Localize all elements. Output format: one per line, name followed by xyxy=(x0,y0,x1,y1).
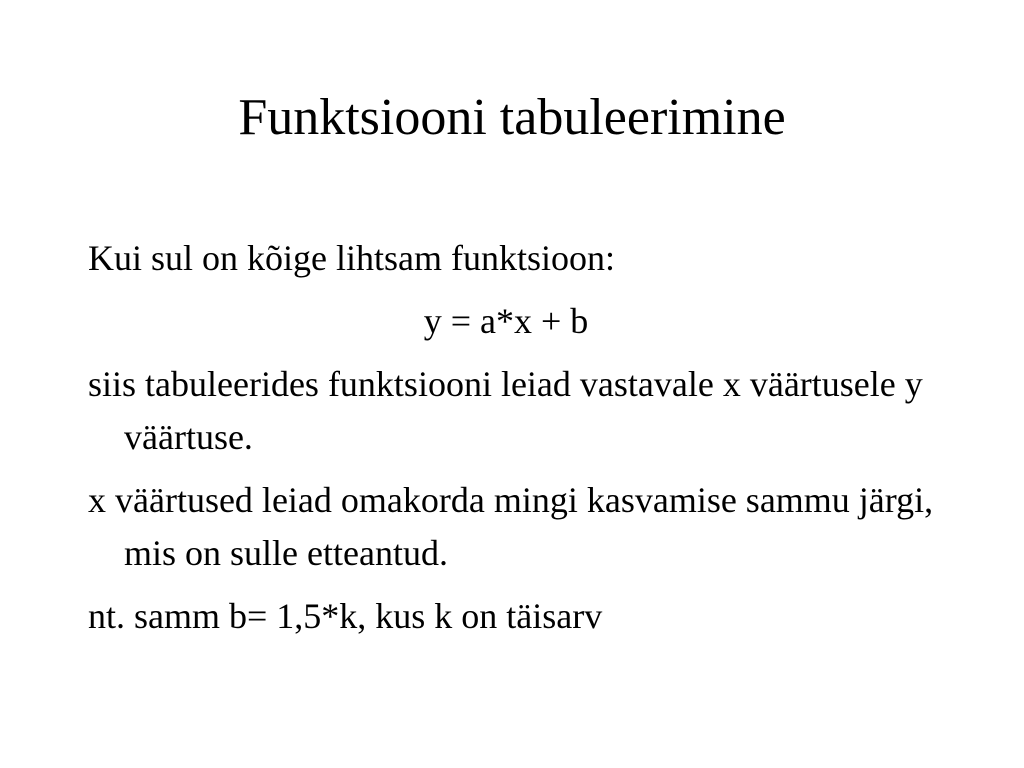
paragraph-intro: Kui sul on kõige lihtsam funktsioon: xyxy=(88,238,615,278)
formula: y = a*x + b xyxy=(423,301,589,341)
slide-title: Funktsiooni tabuleerimine xyxy=(238,89,786,146)
paragraph-step: x väärtused leiad omakorda mingi kasvamise sammu järgi, mis on sulle etteantud. xyxy=(88,480,934,573)
slide-body xyxy=(88,232,948,653)
paragraph-example: nt. samm b= 1,5*k, kus k on täisarv xyxy=(88,596,603,636)
paragraph-tabulation: siis tabuleerides funktsiooni leiad vastavale x väärtusele y väärtuse. xyxy=(88,364,923,457)
